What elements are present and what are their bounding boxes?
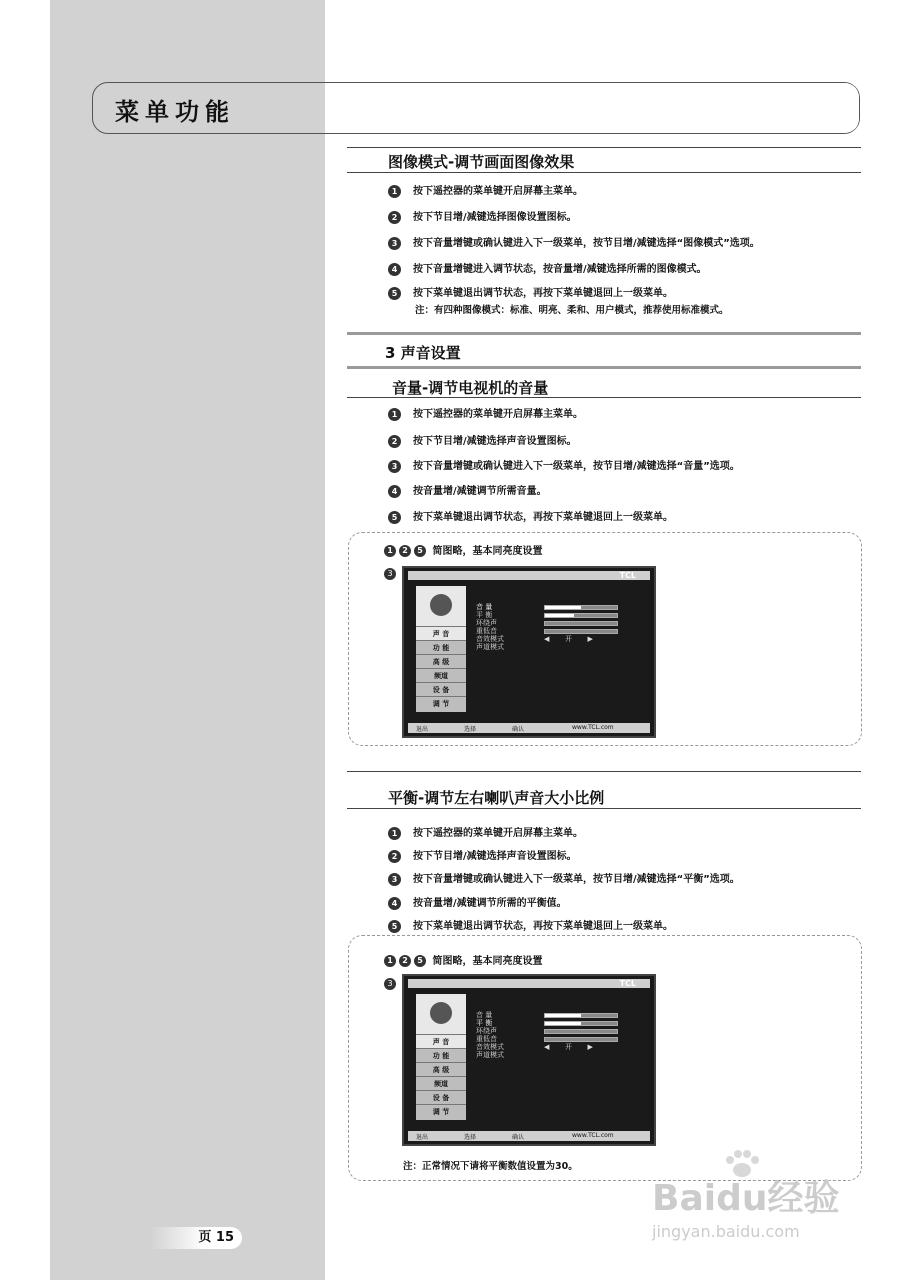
tv-bottom-bar: 退出 选择 确认 www.TCL.com <box>408 723 650 733</box>
tv-menu-label: 音效模式 <box>476 1043 504 1051</box>
section2-heading: 3 声音设置 <box>385 344 461 362</box>
tv-option-value: ◀ 开 ▶ <box>544 1043 593 1051</box>
section3-step: 5 按下菜单键退出调节状态，再按下菜单键退回上一级菜单。 <box>388 508 673 524</box>
tv-side-menu <box>416 586 466 712</box>
section4-heading: 平衡-调节左右喇叭声音大小比例 <box>388 789 605 807</box>
sound-icon <box>430 1002 452 1024</box>
tv-menu-label: 音 量 <box>476 603 493 611</box>
tv-side-item: 功 能 <box>416 640 466 655</box>
tv-side-item: 调 节 <box>416 696 466 711</box>
section4-step: 3 按下音量增键或确认键进入下一级菜单，按节目增/减键选择“平衡”选项。 <box>388 870 740 886</box>
box-caption: 1 2 5 简图略，基本同亮度设置 <box>384 952 542 967</box>
tv-menu-label: 环绕声 <box>476 619 497 627</box>
section4-step: 1 按下遥控器的菜单键开启屏幕主菜单。 <box>388 824 583 840</box>
left-gray-band <box>50 0 325 1280</box>
section1-step: 5 按下菜单键退出调节状态，再按下菜单键退回上一级菜单。 <box>388 284 673 300</box>
tv-menu-screenshot <box>402 974 656 1146</box>
divider <box>347 771 861 772</box>
section4-box-note: 注：正常情况下请将平衡数值设置为30。 <box>403 1161 578 1172</box>
screen-step-number: 3 <box>384 568 396 580</box>
tv-side-item: 频道 <box>416 668 466 683</box>
tv-menu-label: 平 衡 <box>476 1019 493 1027</box>
section3-step: 2 按下节目增/减键选择声音设置图标。 <box>388 432 577 448</box>
watermark-url: jingyan.baidu.com <box>652 1222 800 1241</box>
tv-menu-label: 重低音 <box>476 1035 497 1043</box>
section1-heading: 图像模式-调节画面图像效果 <box>388 153 575 171</box>
tv-menu-label: 声道模式 <box>476 1051 504 1059</box>
sound-icon <box>430 594 452 616</box>
section3-step: 1 按下遥控器的菜单键开启屏幕主菜单。 <box>388 405 583 421</box>
section4-step: 5 按下菜单键退出调节状态，再按下菜单键退回上一级菜单。 <box>388 917 673 933</box>
tv-menu-label: 平 衡 <box>476 611 493 619</box>
divider <box>347 332 861 335</box>
tv-side-item: 频道 <box>416 1076 466 1091</box>
tv-menu-label: 音效模式 <box>476 635 504 643</box>
tv-side-item: 高 级 <box>416 654 466 669</box>
section4-step: 2 按下节目增/减键选择声音设置图标。 <box>388 847 577 863</box>
section3-step: 4 按音量增/减键调节所需音量。 <box>388 482 547 498</box>
tv-menu-label: 声道模式 <box>476 643 504 651</box>
tv-side-item: 调 节 <box>416 1104 466 1119</box>
tv-side-item: 功 能 <box>416 1048 466 1063</box>
tv-brand: TCL <box>619 979 636 988</box>
section1-step: 2 按下节目增/减键选择图像设置图标。 <box>388 208 577 224</box>
tv-side-item: 设 备 <box>416 682 466 697</box>
tv-side-menu <box>416 994 466 1120</box>
divider <box>347 172 861 173</box>
page-number: 页 15 <box>150 1227 242 1249</box>
section1-step: 4 按下音量增键进入调节状态，按音量增/减键选择所需的图像模式。 <box>388 260 707 276</box>
tv-side-item: 声 音 <box>416 626 466 641</box>
page-title: 菜单功能 <box>115 98 235 126</box>
baidu-watermark <box>652 1150 862 1250</box>
divider <box>347 147 861 148</box>
screen-step-number: 3 <box>384 978 396 990</box>
tv-bottom-bar: 退出 选择 确认 www.TCL.com <box>408 1131 650 1141</box>
divider <box>347 397 861 398</box>
divider <box>347 808 861 809</box>
section1-note: 注：有四种图像模式：标准、明亮、柔和、用户模式，推荐使用标准模式。 <box>415 305 729 316</box>
divider <box>347 366 861 369</box>
section3-heading: 音量-调节电视机的音量 <box>392 379 549 397</box>
tv-menu-label: 重低音 <box>476 627 497 635</box>
tv-menu-label: 环绕声 <box>476 1027 497 1035</box>
tv-side-item: 设 备 <box>416 1090 466 1105</box>
section1-step: 1 按下遥控器的菜单键开启屏幕主菜单。 <box>388 182 583 198</box>
tv-menu-screenshot <box>402 566 656 738</box>
section4-step: 4 按音量增/减键调节所需的平衡值。 <box>388 894 567 910</box>
tv-brand: TCL <box>619 571 636 580</box>
box-caption: 1 2 5 简图略，基本同亮度设置 <box>384 542 542 557</box>
tv-option-value: ◀ 开 ▶ <box>544 635 593 643</box>
section3-step: 3 按下音量增键或确认键进入下一级菜单，按节目增/减键选择“音量”选项。 <box>388 457 740 473</box>
tv-side-item: 高 级 <box>416 1062 466 1077</box>
watermark-logo-text: Baidu经验 <box>652 1178 840 1219</box>
tv-side-item: 声 音 <box>416 1034 466 1049</box>
tv-menu-label: 音 量 <box>476 1011 493 1019</box>
section1-step: 3 按下音量增键或确认键进入下一级菜单，按节目增/减键选择“图像模式”选项。 <box>388 234 760 250</box>
